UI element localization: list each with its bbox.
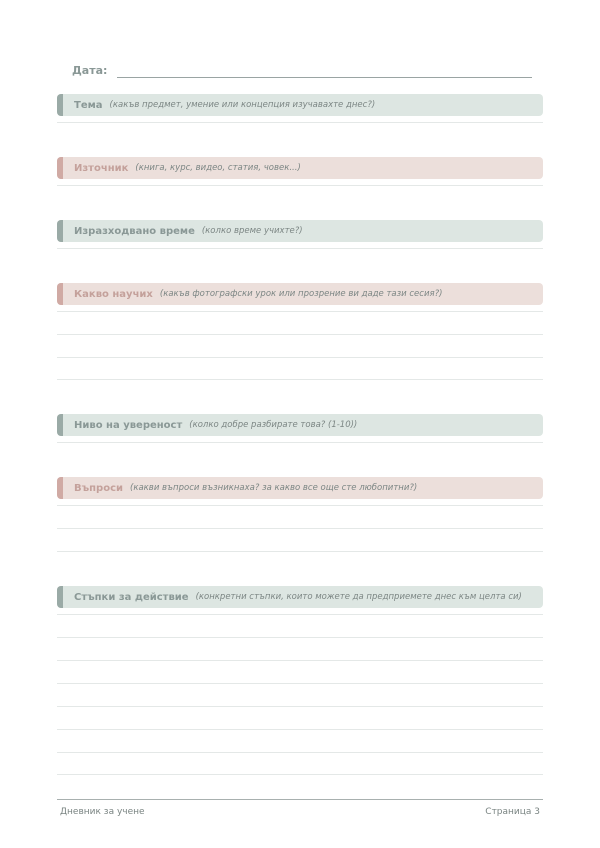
writing-line[interactable] [57,122,543,123]
section-time-spent-header [57,220,543,242]
date-input-line[interactable] [117,77,532,78]
section-hint: (какъв предмет, умение или концепция изучавахте днес?) [109,100,376,110]
writing-line[interactable] [57,442,543,443]
section-topic-header [57,94,543,116]
section-what-learned-header [57,283,543,305]
section-hint: (какъв фотографски урок или прозрение ви даде тази сесия?) [159,289,443,299]
footer-divider [57,799,543,800]
writing-line[interactable] [57,637,543,638]
writing-line[interactable] [57,379,543,380]
section-confidence-header [57,414,543,436]
section-accent-bar [57,414,63,436]
writing-line[interactable] [57,752,543,753]
section-source-header [57,157,543,179]
section-accent-bar [57,283,63,305]
section-title: Ниво на увереност [74,419,183,431]
footer-page-number: Страница 3 [485,807,540,817]
writing-line[interactable] [57,706,543,707]
section-title: Източник [74,162,129,174]
writing-line[interactable] [57,311,543,312]
writing-line[interactable] [57,729,543,730]
footer-journal-title: Дневник за учене [60,807,145,817]
section-questions-header [57,477,543,499]
section-accent-bar [57,477,63,499]
section-hint: (книга, курс, видео, статия, човек...) [135,163,301,173]
section-title: Изразходвано време [74,225,195,237]
section-hint: (какви въпроси възникнаха? за какво все още сте любопитни?) [130,483,418,493]
section-hint: (колко добре разбирате това? (1-10)) [189,420,358,430]
section-accent-bar [57,220,63,242]
section-hint: (колко време учихте?) [201,226,303,236]
writing-line[interactable] [57,614,543,615]
section-title: Въпроси [74,482,124,494]
section-accent-bar [57,157,63,179]
section-action-steps-header [57,586,543,608]
writing-line[interactable] [57,660,543,661]
writing-line[interactable] [57,185,543,186]
section-title: Стъпки за действие [74,591,189,603]
writing-line[interactable] [57,683,543,684]
writing-line[interactable] [57,551,543,552]
writing-line[interactable] [57,774,543,775]
writing-line[interactable] [57,248,543,249]
section-accent-bar [57,94,63,116]
writing-line[interactable] [57,528,543,529]
writing-line[interactable] [57,357,543,358]
writing-line[interactable] [57,505,543,506]
section-hint: (конкретни стъпки, които можете да предприемете днес към целта си) [195,592,522,602]
section-title: Тема [74,99,103,111]
date-label: Дата: [72,64,108,77]
section-accent-bar [57,586,63,608]
section-title: Какво научих [74,288,153,300]
writing-line[interactable] [57,334,543,335]
